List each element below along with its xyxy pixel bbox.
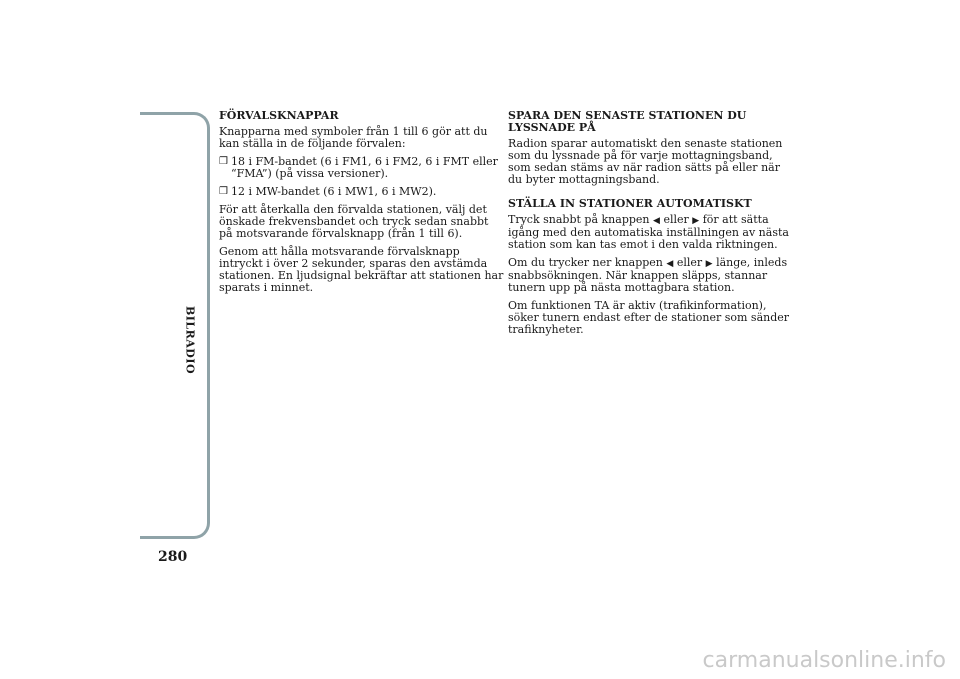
- watermark: carmanualsonline.info: [702, 648, 946, 673]
- page-frame: [140, 112, 210, 539]
- ta-paragraph: Om funktionen TA är aktiv (trafikinformation), söker tunern endast efter de stationer som sänder trafiknyheter.: [508, 299, 790, 336]
- list-item-text: 18 i FM-bandet (6 i FM1, 6 i FM2, 6 i FMT eller “FMA”) (på vissa versioner).: [231, 155, 498, 180]
- left-arrow-icon: ◀: [666, 259, 674, 269]
- list-item: [219, 156, 504, 180]
- list-item-text: 12 i MW-bandet (6 i MW1, 6 i MW2).: [231, 185, 437, 198]
- left-column: [219, 110, 504, 300]
- left-arrow-icon: ◀: [653, 216, 660, 226]
- right-arrow-icon: ▶: [692, 216, 700, 226]
- auto-tune-paragraph: Tryck snabbt på knappen ◀ eller ▶ för att sätta igång med den automatiska inställningen av nästa station som kan tas emot i den valda riktningen.: [508, 213, 789, 251]
- fast-search-paragraph: Om du trycker ner knappen ◀ eller ▶ länge, inleds snabbsökningen. När knappen släpps, stannar tunern upp på nästa mottagbara station.: [508, 256, 788, 294]
- heading-spara-senaste: SPARA DEN SENASTE STATIONEN DU LYSSNADE PÅ: [508, 109, 747, 134]
- recall-paragraph: För att återkalla den förvalda stationen, välj det önskade frekvensbandet och tryck sedan snabbt på motsvarande förvalsknapp (från 1 till 6).: [219, 203, 489, 240]
- right-arrow-icon: ▶: [705, 259, 713, 269]
- intro-paragraph: Knapparna med symboler från 1 till 6 gör att du kan ställa in de följande förvalen:: [219, 125, 488, 150]
- checkbox-bullet-icon: ❒: [219, 186, 228, 197]
- section-label: BILRADIO: [183, 305, 197, 375]
- heading-stalla-in: STÄLLA IN STATIONER AUTOMATISKT: [508, 197, 752, 210]
- list-item: [219, 186, 504, 198]
- store-paragraph: Genom att hålla motsvarande förvalsknapp intryckt i över 2 sekunder, sparas den avstämda stationen. En ljudsignal bekräftar att stationen har sparats i minnet.: [219, 245, 504, 294]
- page-number: 280: [158, 549, 188, 565]
- right-column: [508, 110, 793, 342]
- heading-forvalsknappar: FÖRVALSKNAPPAR: [219, 109, 339, 122]
- last-station-paragraph: Radion sparar automatiskt den senaste stationen som du lyssnade på för varje mottagningsband, som sedan stäms av när radion sätts på eller när du byter mottagningsband.: [508, 137, 783, 186]
- checkbox-bullet-icon: ❒: [219, 156, 228, 167]
